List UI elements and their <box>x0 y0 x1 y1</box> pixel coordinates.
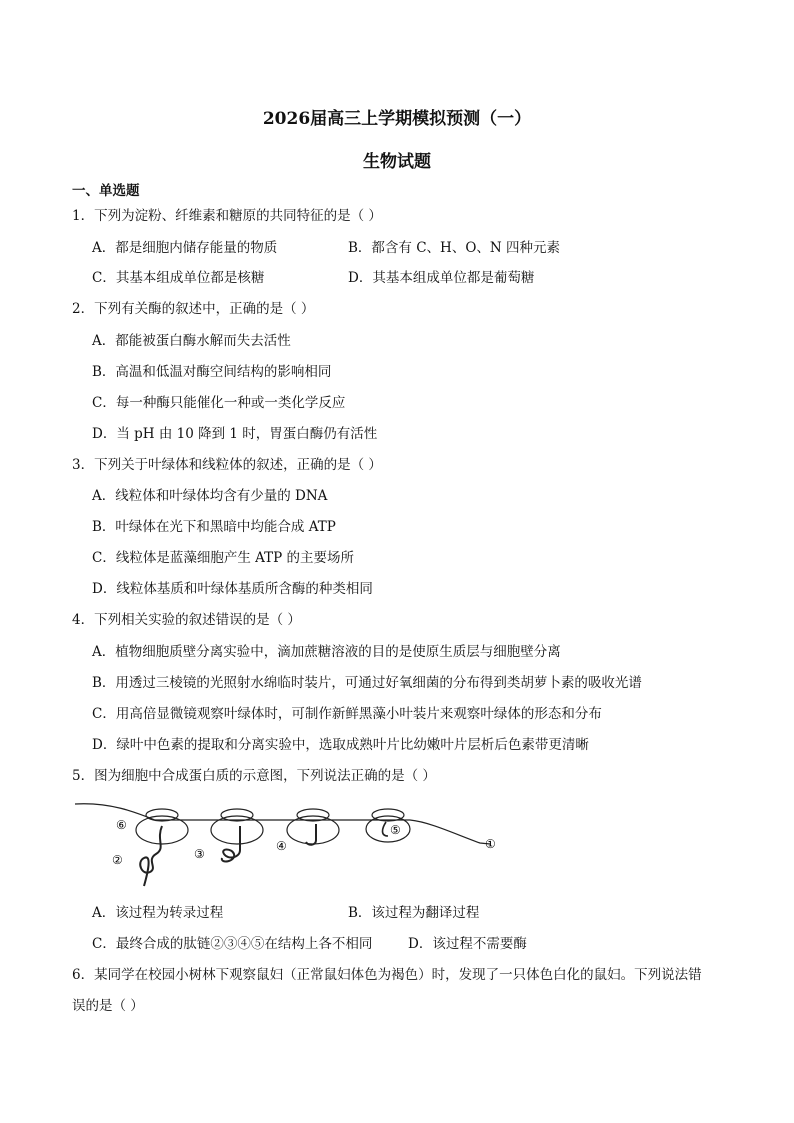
q2-option-b: B．高温和低温对酶空间结构的影响相同 <box>92 364 332 380</box>
peptide-chain-5 <box>383 822 389 836</box>
q2-option-c: C．每一种酶只能催化一种或一类化学反应 <box>92 395 346 411</box>
q5-option-a: A．该过程为转录过程 <box>92 905 224 921</box>
mrna-strand <box>75 804 490 844</box>
peptide-chain-2 <box>140 826 162 886</box>
label-6: ⑥ <box>116 818 127 832</box>
label-3: ③ <box>194 847 205 861</box>
protein-synthesis-figure <box>70 796 530 892</box>
ribosome-2 <box>211 809 263 844</box>
q6-stem-line1: 6．某同学在校园小树林下观察鼠妇（正常鼠妇体色为褐色）时，发现了一只体色白化的鼠妇。下列说法错 <box>72 967 702 983</box>
section-heading: 一、单选题 <box>72 183 140 199</box>
label-4: ④ <box>276 839 287 853</box>
q3-option-a: A．线粒体和叶绿体均含有少量的 DNA <box>92 488 328 504</box>
q4-option-d: D．绿叶中色素的提取和分离实验中，选取成熟叶片比幼嫩叶片层析后色素带更清晰 <box>92 737 589 753</box>
q1-stem: 1．下列为淀粉、纤维素和糖原的共同特征的是（ ） <box>72 208 382 224</box>
q5-option-b: B．该过程为翻译过程 <box>348 905 480 921</box>
ribosome-3 <box>287 809 339 844</box>
q4-option-a: A．植物细胞质壁分离实验中，滴加蔗糖溶液的目的是使原生质层与细胞壁分离 <box>92 644 561 660</box>
q4-stem: 4．下列相关实验的叙述错误的是（ ） <box>72 612 301 628</box>
q5-stem: 5．图为细胞中合成蛋白质的示意图，下列说法正确的是（ ） <box>72 768 436 784</box>
label-2: ② <box>112 853 123 867</box>
q3-option-c: C．线粒体是蓝藻细胞产生 ATP 的主要场所 <box>92 550 355 566</box>
q1-option-c: C．其基本组成单位都是核糖 <box>92 270 265 286</box>
label-5: ⑤ <box>390 823 401 837</box>
q1-option-b: B．都含有 C、H、O、N 四种元素 <box>348 240 560 256</box>
q3-option-d: D．线粒体基质和叶绿体基质所含酶的种类相同 <box>92 581 373 597</box>
q3-option-b: B．叶绿体在光下和黑暗中均能合成 ATP <box>92 519 336 535</box>
ribosome-4 <box>366 809 410 842</box>
q3-stem: 3．下列关于叶绿体和线粒体的叙述，正确的是（ ） <box>72 457 382 473</box>
q2-option-d: D．当 pH 由 10 降到 1 时，胃蛋白酶仍有活性 <box>92 426 378 442</box>
q4-option-c: C．用高倍显微镜观察叶绿体时，可制作新鲜黑藻小叶装片来观察叶绿体的形态和分布 <box>92 706 602 722</box>
q2-option-a: A．都能被蛋白酶水解而失去活性 <box>92 333 291 349</box>
q4-option-b: B．用透过三棱镜的光照射水绵临时装片，可通过好氧细菌的分布得到类胡萝卜素的吸收光谱 <box>92 675 642 691</box>
label-1: ① <box>485 837 496 851</box>
q5-option-c: C．最终合成的肽链②③④⑤在结构上各不相同 <box>92 936 373 952</box>
exam-title: 2026届高三上学期模拟预测（一） <box>262 109 532 129</box>
q5-option-d: D．该过程不需要酶 <box>408 936 527 952</box>
peptide-chain-4 <box>306 824 316 845</box>
q1-option-a: A．都是细胞内储存能量的物质 <box>92 240 278 256</box>
q2-stem: 2．下列有关酶的叙述中，正确的是（ ） <box>72 301 315 317</box>
exam-subtitle: 生物试题 <box>363 152 431 172</box>
q6-stem-line2: 误的是（ ） <box>72 998 144 1014</box>
q1-option-d: D．其基本组成单位都是葡萄糖 <box>348 270 535 286</box>
